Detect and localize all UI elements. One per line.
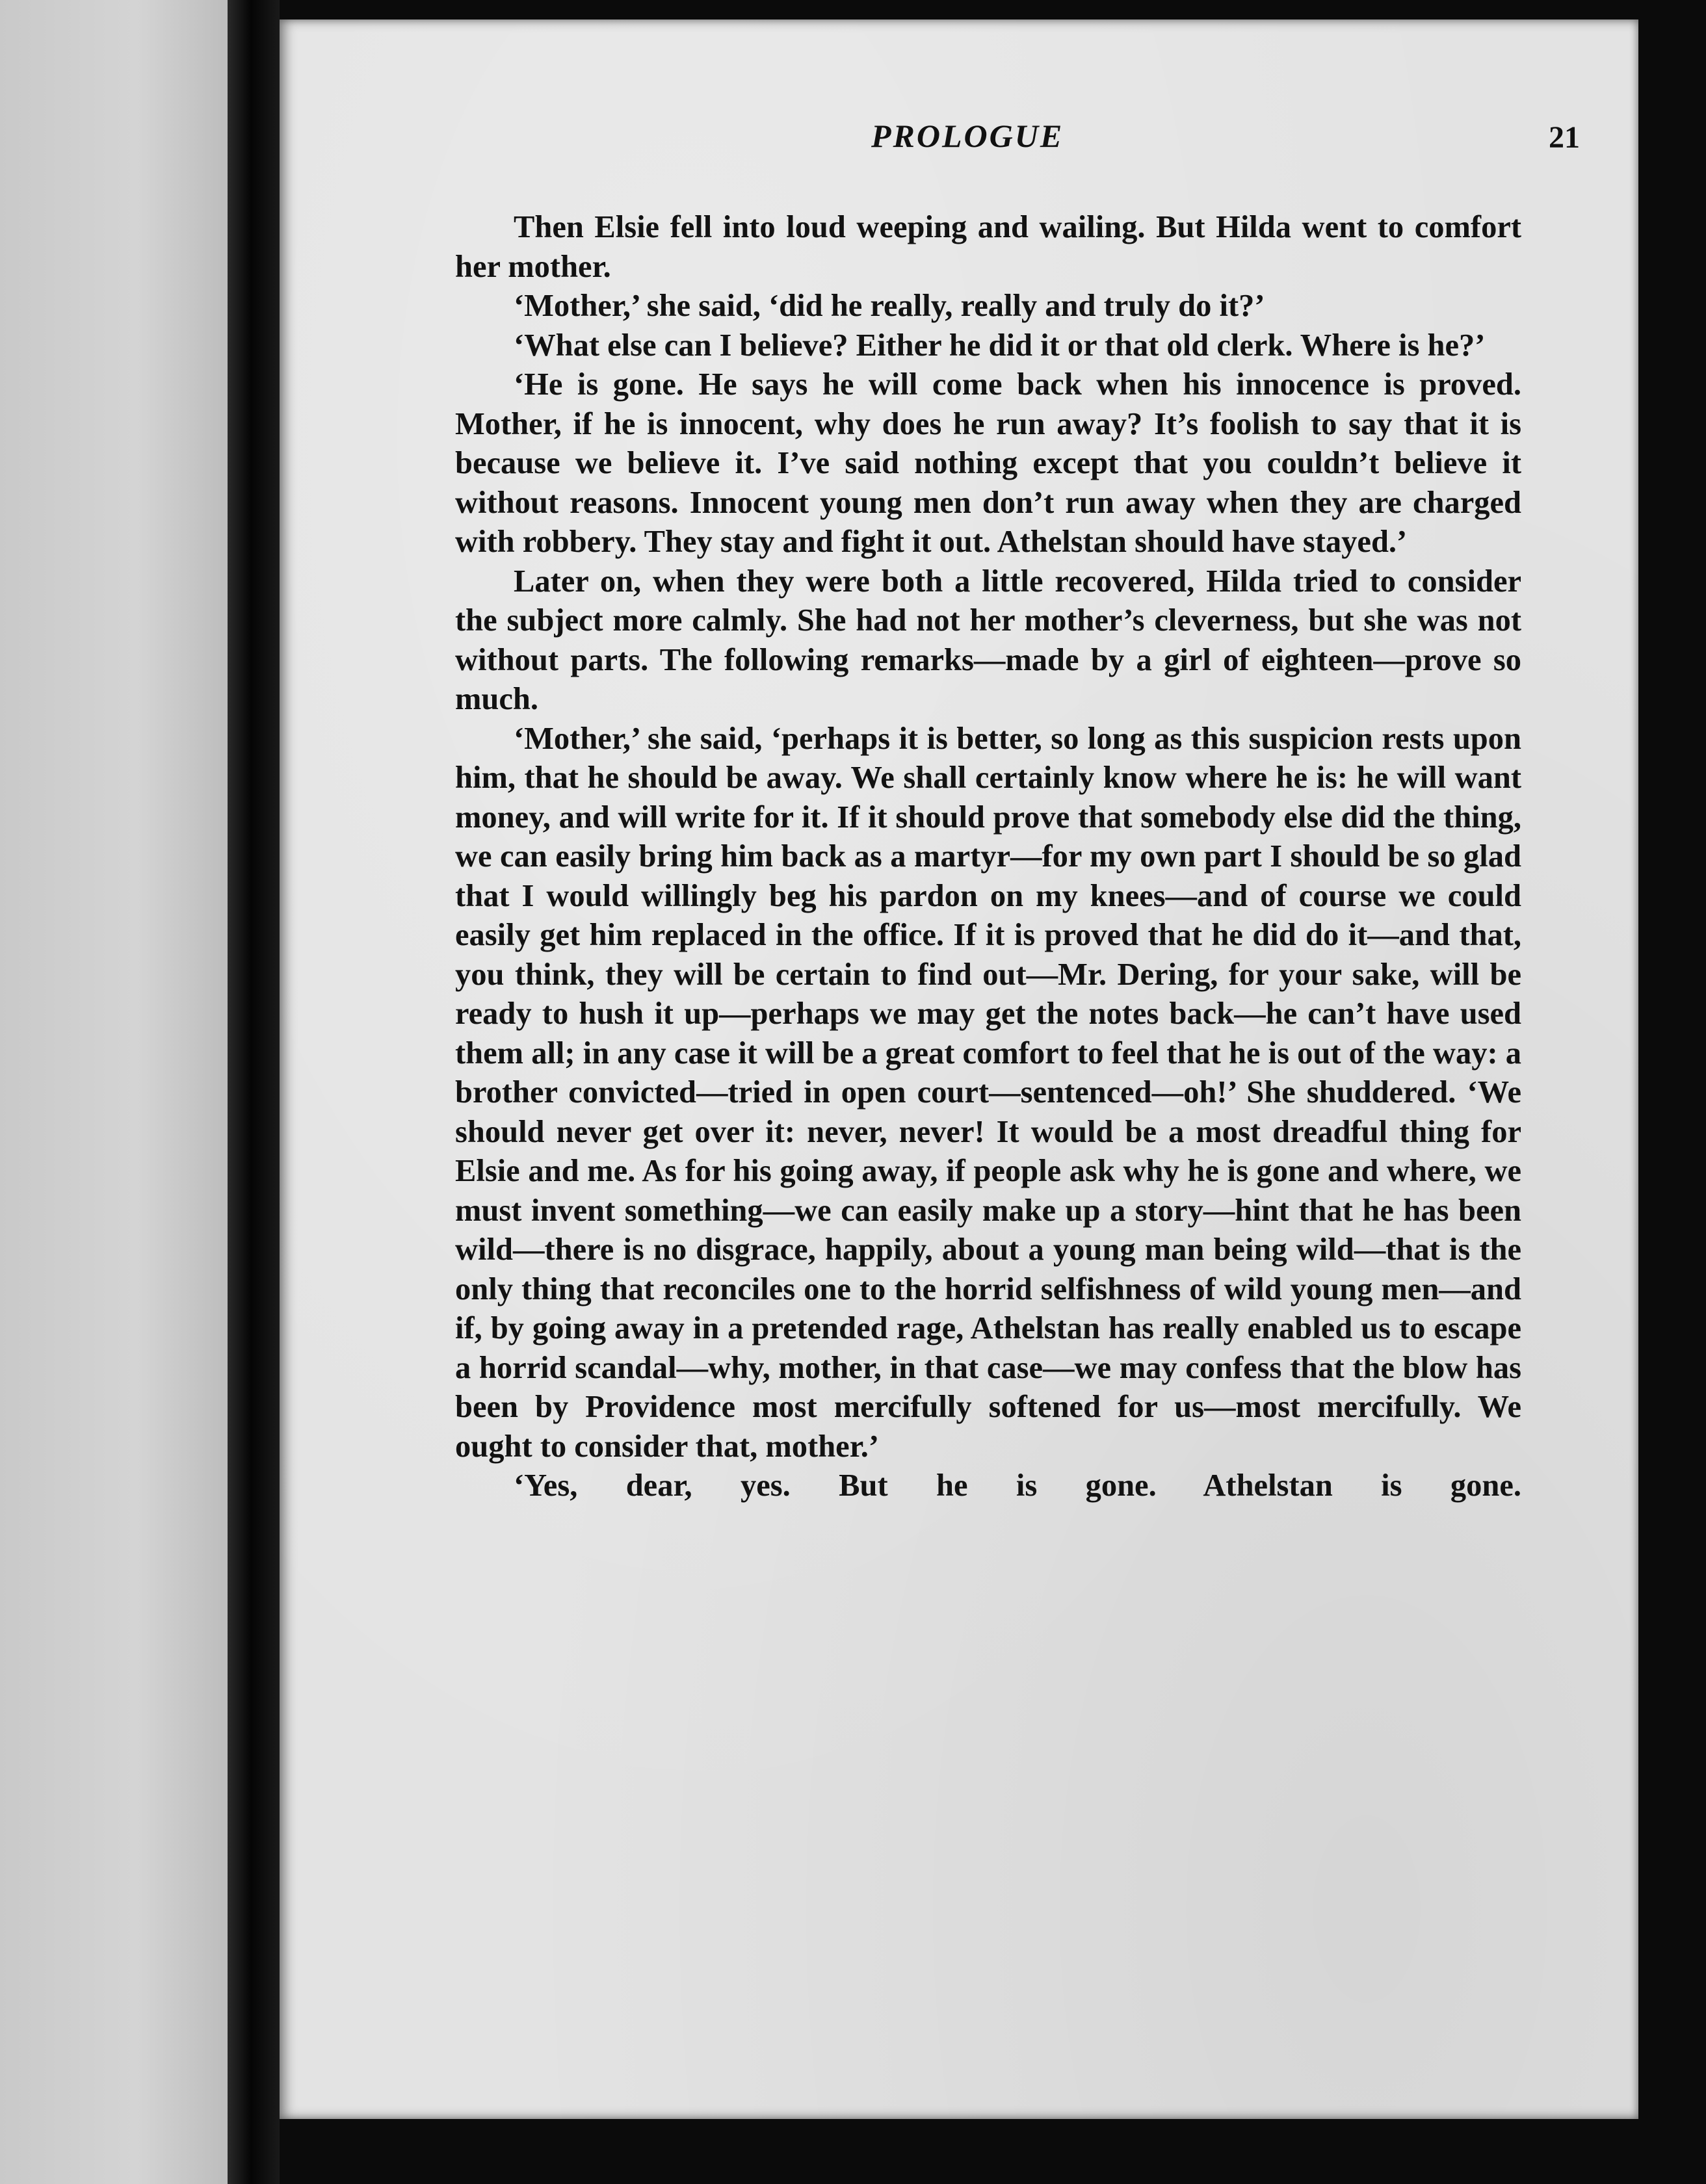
book-page <box>280 20 1638 2119</box>
page-number: 21 <box>1549 120 1580 155</box>
binding-gutter <box>228 0 280 2184</box>
paragraph: ‘What else can I believe? Either he did it or that old clerk. Where is he?’ <box>514 328 1486 363</box>
paragraph: ‘Yes, dear, yes. But he is gone. Athelstan is gone. <box>514 1468 1521 1503</box>
paragraph: ‘Mother,’ she said, ‘did he really, really and truly do it?’ <box>514 289 1265 323</box>
paragraph: ‘He is gone. He says he will come back when his innocence is proved. Mother, if he is innocent, why does he run away? It’s foolish to say that it is because we believe it. I’ve said nothing except that you couldn’t believe it without reasons. Innocent young men don’t run away when they are charged with robbery. They stay and fight it out. Athelstan should have stayed.’ <box>455 367 1521 559</box>
running-head: PROLOGUE <box>871 118 1064 154</box>
paragraph: ‘Mother,’ she said, ‘perhaps it is better, so long as this suspicion rests upon him, that he should be away. We shall certainly know where he is: he will want money, and will write for it. If it should prove that somebody else did the thing, we can easily bring him back as a martyr—for my own part I should be so glad that I would willingly beg his pardon on my knees—and of course we could easily get him replaced in the office. If it is proved that he did do it—and that, you think, they will be certain to find out—Mr. Dering, for your sake, will be ready to hush it up—perhaps we may get the notes back—he can’t have used them all; in any case it will be a great comfort to feel that he is out of the way: a brother convicted—tried in open court—sentenced—oh!’ She shuddered. ‘We should never get over it: never, never! It would be a most dreadful thing for Elsie and me. As for his going away, if people ask why he is gone and where, we must invent something—we can easily make up a story—hint that he has been wild—there is no disgrace, happily, about a young man being wild—that is the only thing that reconciles one to the horrid selfishness of wild young men—and if, by going away in a pretended rage, Athelstan has really enabled us to escape a horrid scandal—why, mother, in that case—we may confess that the blow has been by Providence most mercifully softened for us—most mercifully. We ought to consider that, mother.’ <box>455 721 1521 1464</box>
previous-page-edge <box>0 0 228 2184</box>
paragraph: Later on, when they were both a little recovered, Hilda tried to consider the subject more calmly. She had not her mother’s cleverness, but she was not without parts. The following remarks—made by a girl of eighteen—prove so much. <box>455 564 1521 716</box>
page-header <box>280 117 1638 162</box>
paragraph: Then Elsie fell into loud weeping and wailing. But Hilda went to comfort her mother. <box>455 210 1521 284</box>
body-text <box>455 208 1521 1506</box>
